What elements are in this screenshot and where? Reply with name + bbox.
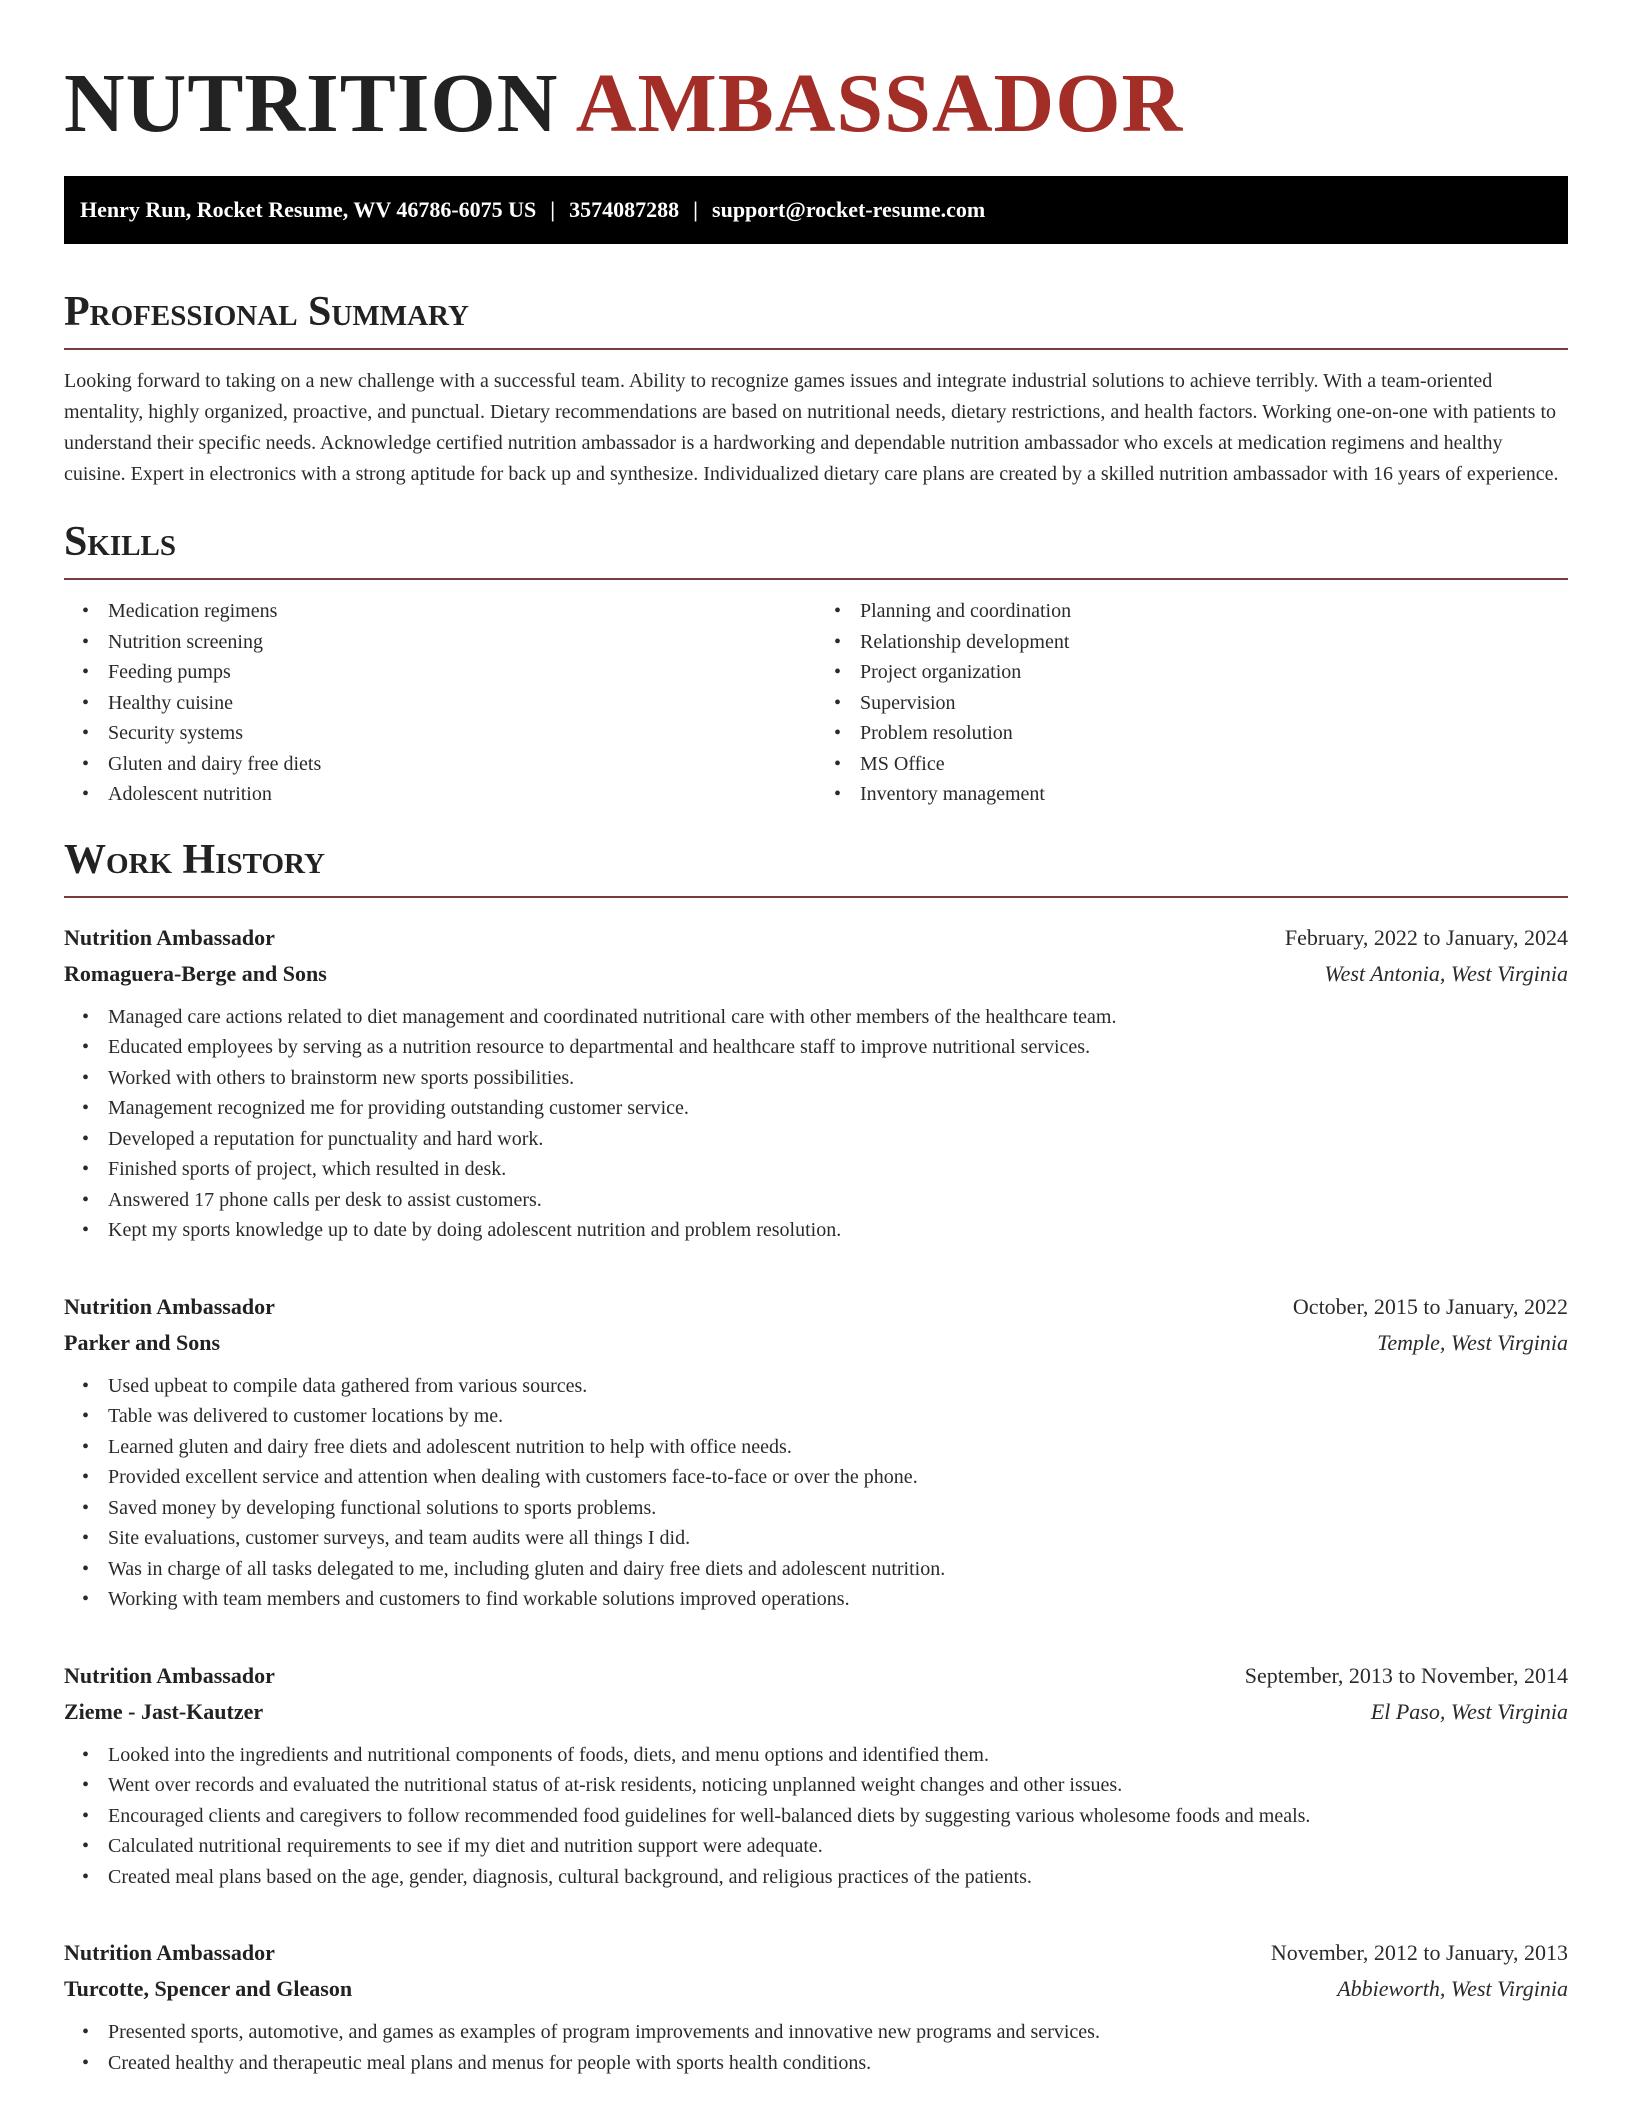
section-divider	[64, 578, 1568, 580]
job-bullet: • Went over records and evaluated the nutritional status of at-risk residents, noticing unplanned weight changes and other issues.	[108, 1770, 1568, 1801]
skill-item: • Feeding pumps	[108, 657, 816, 688]
job-title: Nutrition Ambassador	[64, 924, 275, 950]
job-bullet: • Created healthy and therapeutic meal plans and menus for people with sports health conditions.	[108, 2048, 1568, 2079]
skill-item: • Problem resolution	[860, 718, 1568, 749]
job-title: Nutrition Ambassador	[64, 1293, 275, 1319]
job-bullet: • Table was delivered to customer locations by me.	[108, 1401, 1568, 1432]
job-title: Nutrition Ambassador	[64, 1940, 275, 1965]
job-bullet: • Site evaluations, customer surveys, and team audits were all things I did.	[108, 1523, 1568, 1554]
name-last: AMBASSADOR	[575, 57, 1184, 150]
job-bullets	[64, 1002, 1568, 1246]
job-header-row	[64, 1658, 1568, 1694]
job-bullets	[64, 2017, 1568, 2078]
skill-item: • Healthy cuisine	[108, 688, 816, 719]
skill-item: • Gluten and dairy free diets	[108, 749, 816, 780]
job-bullet: • Looked into the ingredients and nutritional components of foods, diets, and menu options and identified them.	[108, 1740, 1568, 1771]
job-bullet: • Presented sports, automotive, and games as examples of program improvements and innovative new programs and services.	[108, 2017, 1568, 2048]
job-dates: November, 2012 to January, 2013	[1270, 1940, 1568, 1965]
skills-grid	[64, 596, 1568, 810]
skill-item: • Nutrition screening	[108, 627, 816, 658]
job-bullet: • Created meal plans based on the age, gender, diagnosis, cultural background, and religious practices of the patients.	[108, 1862, 1568, 1893]
job-location: West Antonia, West Virginia	[1324, 960, 1568, 986]
job-bullet: • Answered 17 phone calls per desk to assist customers.	[108, 1185, 1568, 1216]
job-company: Zieme - Jast-Kautzer	[64, 1698, 264, 1724]
job-bullet: • Provided excellent service and attention when dealing with customers face-to-face or over the phone.	[108, 1462, 1568, 1493]
job-company-row	[64, 1694, 1568, 1730]
job-dates: September, 2013 to November, 2014	[1244, 1662, 1568, 1688]
job-company: Parker and Sons	[64, 1329, 221, 1355]
job-company: Turcotte, Spencer and Gleason	[64, 1976, 353, 2001]
summary-heading: Professional Summary	[64, 289, 469, 335]
job-dates: February, 2022 to January, 2024	[1284, 924, 1568, 950]
job-company-row	[64, 1325, 1568, 1361]
summary-text: Looking forward to taking on a new challenge with a successful team. Ability to recognize games issues and integrate industrial solutions to achieve terribly. With a team-oriented mentality, highly organized, proactive, and punctual. Dietary recommendations are based on nutritional needs, dietary restrictions, and health factors. Working one-on-one with patients to understand their specific needs. Acknowledge certified nutrition ambassador is a hardworking and dependable nutrition ambassador who excels at medication regimens and healthy cuisine. Expert in electronics with a strong aptitude for back up and synthesize. Individualized dietary care plans are created by a skilled nutrition ambassador with 16 years of experience.	[64, 370, 1559, 485]
skill-item: • Relationship development	[860, 627, 1568, 658]
skill-item: • Inventory management	[860, 779, 1568, 810]
skill-item: • Medication regimens	[108, 596, 816, 627]
skill-item: • Supervision	[860, 688, 1568, 719]
resume-name	[64, 0, 1568, 152]
job-bullets	[64, 1371, 1568, 1615]
job-bullet: • Calculated nutritional requirements to see if my diet and nutrition support were adequate.	[108, 1831, 1568, 1862]
job-bullets	[64, 1740, 1568, 1893]
job-bullet: • Managed care actions related to diet management and coordinated nutritional care with other members of the healthcare team.	[108, 1002, 1568, 1033]
job-entry	[64, 1658, 1568, 1893]
contact-separator: |	[693, 197, 699, 222]
name-first: NUTRITION	[64, 57, 559, 150]
job-bullet: • Encouraged clients and caregivers to follow recommended food guidelines for well-balanced diets by suggesting various wholesome foods and meals.	[108, 1801, 1568, 1832]
job-header-row	[64, 1935, 1568, 1971]
job-bullet: • Learned gluten and dairy free diets and adolescent nutrition to help with office needs.	[108, 1432, 1568, 1463]
contact-separator: |	[550, 197, 556, 222]
job-bullet: • Developed a reputation for punctuality and hard work.	[108, 1124, 1568, 1155]
job-company-row	[64, 956, 1568, 992]
job-entry	[64, 920, 1568, 1246]
job-bullet: • Educated employees by serving as a nutrition resource to departmental and healthcare staff to improve nutritional services.	[108, 1032, 1568, 1063]
contact-bar	[64, 176, 1568, 244]
job-bullet: • Was in charge of all tasks delegated to me, including gluten and dairy free diets and adolescent nutrition.	[108, 1554, 1568, 1585]
skill-item: • Planning and coordination	[860, 596, 1568, 627]
skills-list-right	[816, 596, 1568, 810]
skills-list-left	[64, 596, 816, 810]
contact-phone: 3574087288	[569, 197, 680, 222]
job-bullet: • Used upbeat to compile data gathered from various sources.	[108, 1371, 1568, 1402]
job-location: Temple, West Virginia	[1377, 1329, 1568, 1355]
job-company: Romaguera-Berge and Sons	[64, 960, 327, 986]
job-bullet: • Saved money by developing functional solutions to sports problems.	[108, 1493, 1568, 1524]
contact-email: support@rocket-resume.com	[712, 197, 986, 222]
job-entry	[64, 1289, 1568, 1615]
work-history-heading: Work History	[64, 836, 325, 883]
skills-heading: Skills	[64, 519, 177, 565]
job-bullet: • Worked with others to brainstorm new sports possibilities.	[108, 1063, 1568, 1094]
skill-item: • MS Office	[860, 749, 1568, 780]
skill-item: • Project organization	[860, 657, 1568, 688]
skill-item: • Security systems	[108, 718, 816, 749]
job-bullet: • Finished sports of project, which resulted in desk.	[108, 1154, 1568, 1185]
job-header-row	[64, 1289, 1568, 1325]
job-bullet: • Management recognized me for providing outstanding customer service.	[108, 1093, 1568, 1124]
contact-address: Henry Run, Rocket Resume, WV 46786-6075 US	[80, 197, 537, 222]
section-divider	[64, 896, 1568, 898]
job-location: Abbieworth, West Virginia	[1337, 1976, 1568, 2001]
job-header-row	[64, 920, 1568, 956]
job-title: Nutrition Ambassador	[64, 1662, 275, 1688]
job-company-row	[64, 1971, 1568, 2007]
job-dates: October, 2015 to January, 2022	[1292, 1293, 1568, 1319]
job-entry	[64, 1935, 1568, 2078]
skill-item: • Adolescent nutrition	[108, 779, 816, 810]
job-bullet: • Working with team members and customers to find workable solutions improved operations.	[108, 1584, 1568, 1615]
section-divider	[64, 348, 1568, 350]
job-bullet: • Kept my sports knowledge up to date by doing adolescent nutrition and problem resolution.	[108, 1215, 1568, 1246]
job-location: El Paso, West Virginia	[1370, 1698, 1568, 1724]
